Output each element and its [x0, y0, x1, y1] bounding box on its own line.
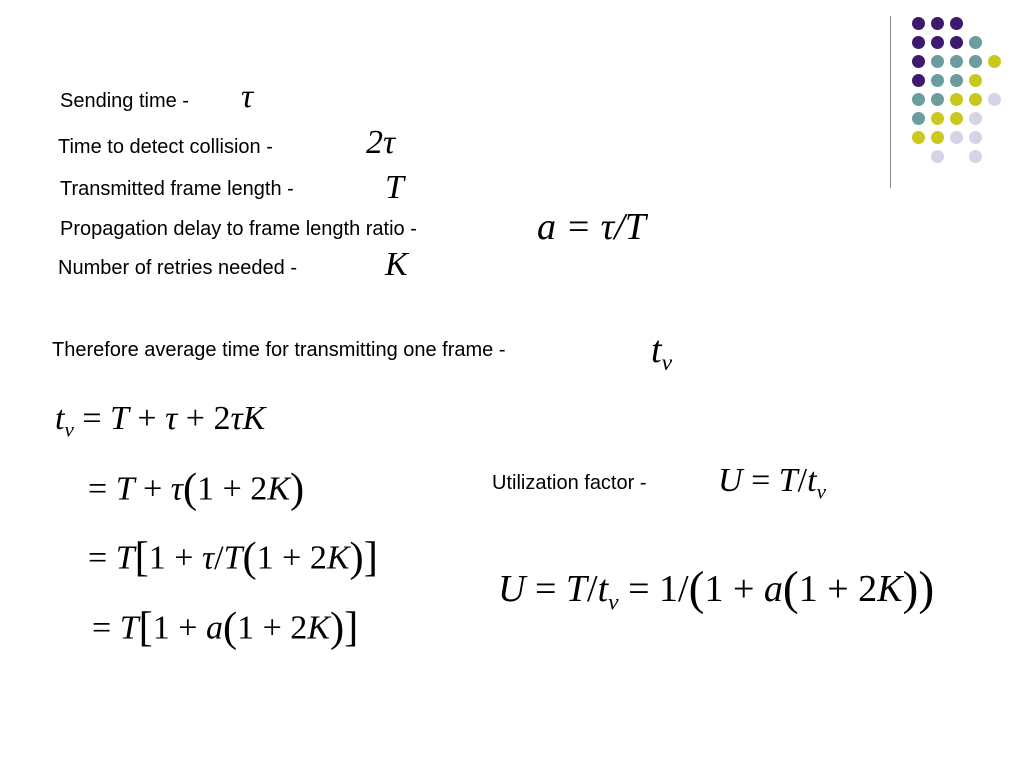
- decorative-dot: [950, 93, 963, 106]
- average-time-label: Therefore average time for transmitting one frame -: [52, 339, 506, 361]
- definition-label: Sending time -: [60, 90, 189, 112]
- definition-symbol: τ: [241, 78, 254, 115]
- decorative-dot: [950, 112, 963, 125]
- decorative-dot: [912, 74, 925, 87]
- decorative-dot: [912, 55, 925, 68]
- average-time-symbol: $t_v$: [651, 329, 673, 377]
- decorative-dot: [931, 112, 944, 125]
- decorative-dot: [950, 17, 963, 30]
- definition-symbol: 2τ: [366, 124, 396, 161]
- definition-label: Number of retries needed -: [58, 257, 298, 279]
- decorative-dot: [912, 93, 925, 106]
- decorative-dot: [969, 36, 982, 49]
- definition-label: Propagation delay to frame length ratio -: [60, 218, 417, 240]
- definition-label: Time to detect collision -: [58, 136, 273, 158]
- decorative-dot: [931, 150, 944, 163]
- definition-symbol: T: [385, 169, 404, 206]
- decorative-dot: [950, 74, 963, 87]
- decorative-dot: [912, 131, 925, 144]
- utilization-label: Utilization factor -: [492, 472, 647, 494]
- decorative-dot: [969, 112, 982, 125]
- decorative-dot: [931, 74, 944, 87]
- decorative-dot: [969, 74, 982, 87]
- decorative-dot: [969, 150, 982, 163]
- decorative-dot: [969, 131, 982, 144]
- decorative-dot: [950, 131, 963, 144]
- decorative-dot: [950, 55, 963, 68]
- decorative-dot: [912, 36, 925, 49]
- definition-label: Transmitted frame length -: [60, 178, 294, 200]
- decorative-dot: [912, 17, 925, 30]
- decorative-dot: [931, 36, 944, 49]
- definition-symbol: K: [385, 246, 408, 283]
- equation-line: = T[1 + a(1 + 2K)]: [92, 604, 359, 651]
- decorative-dot: [931, 93, 944, 106]
- definition-symbol: a = τ/T: [537, 206, 646, 248]
- decorative-dot: [969, 55, 982, 68]
- decorative-dot: [931, 131, 944, 144]
- decorative-dot: [931, 55, 944, 68]
- equation-line: = T + τ(1 + 2K): [88, 465, 305, 512]
- decorative-dot: [969, 93, 982, 106]
- decorative-dot: [988, 55, 1001, 68]
- utilization-full-formula: $U = T/t_v = 1/(1 + a(1 + 2K))$: [498, 563, 935, 616]
- divider-line: [890, 16, 891, 188]
- decorative-dot: [931, 17, 944, 30]
- decorative-dot: [950, 36, 963, 49]
- equation-line: = T[1 + τ/T(1 + 2K)]: [88, 534, 378, 581]
- equation-line: $t_v = T + \tau + 2\tau K$: [55, 400, 266, 442]
- decorative-dot: [912, 112, 925, 125]
- decorative-dot: [988, 93, 1001, 106]
- utilization-formula: $U = T/t_v$: [718, 462, 826, 504]
